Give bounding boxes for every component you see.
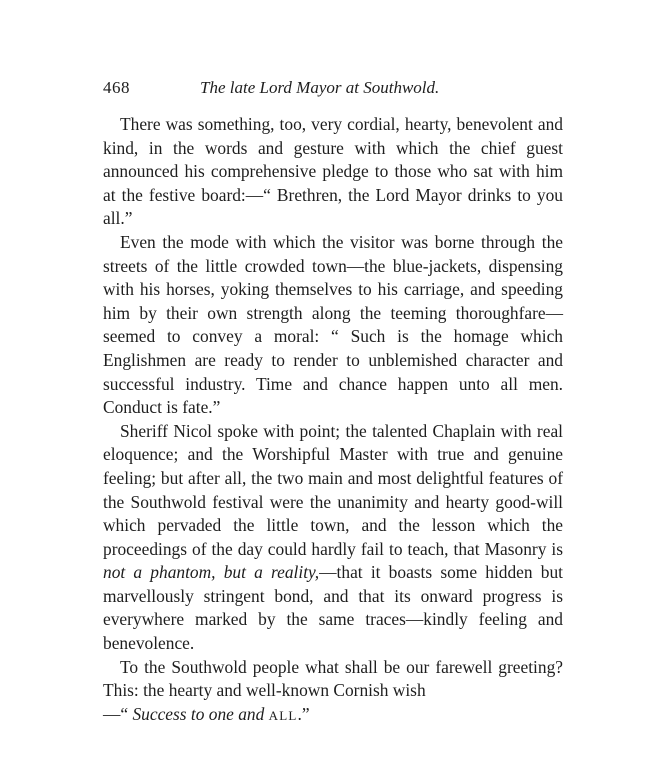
page-number: 468 [103, 78, 130, 97]
paragraph-2: Even the mode with which the visitor was borne through the streets of the little crowded town—the blue-jackets, dispensing with his horses, yoking themselves to his carriage, and speeding him by their own strength along the teeming thoroughfare—seemed to convey a moral: “ Such is the homage which Englishmen are ready to render to unblemished character and successful industry. Time and chance happen unto all men. Conduct is fate.” [103, 231, 563, 418]
running-title: The late Lord Mayor at Southwold. [200, 78, 440, 97]
paragraph-4 [103, 656, 563, 728]
paragraph-4-text: To the Southwold people what shall be our farewell greeting? This: the hearty and well-known Cornish wish [103, 656, 563, 701]
paragraph-3-italic: not a phantom, but a reality, [103, 562, 320, 583]
paragraph-1: There was something, too, very cordial, hearty, benevolent and kind, in the words and gesture with which the chief guest announced his comprehensive pledge to those who sat with him at the festive board:—“ Brethren, the Lord Mayor drinks to you all.” [103, 114, 563, 229]
page-header [103, 76, 563, 100]
closing-lead: —“ [103, 703, 133, 724]
body-text [103, 113, 563, 727]
paragraph-3-text: Sheriff Nicol spoke with point; the talented Chaplain with real eloquence; and the Worshipful Master with true and genuine feeling; but after all, the two main and most delightful features of the Southwold festival were the unanimity and hearty good-will which pervaded the little town, and the lesson which the proceedings of the day could hardly fail to teach, that Masonry is [103, 420, 563, 559]
closing-italic: Success to one and [132, 703, 269, 724]
book-page [103, 76, 563, 727]
paragraph-3 [103, 420, 563, 656]
closing-end: .” [297, 703, 310, 724]
closing-small-caps: ALL [268, 707, 298, 723]
paragraph-3-rest: —that it boasts some hidden but marvellously stringent bond, and that its onward progress is everywhere marked by the same traces—kindly feeling and benevolence. [103, 562, 563, 654]
